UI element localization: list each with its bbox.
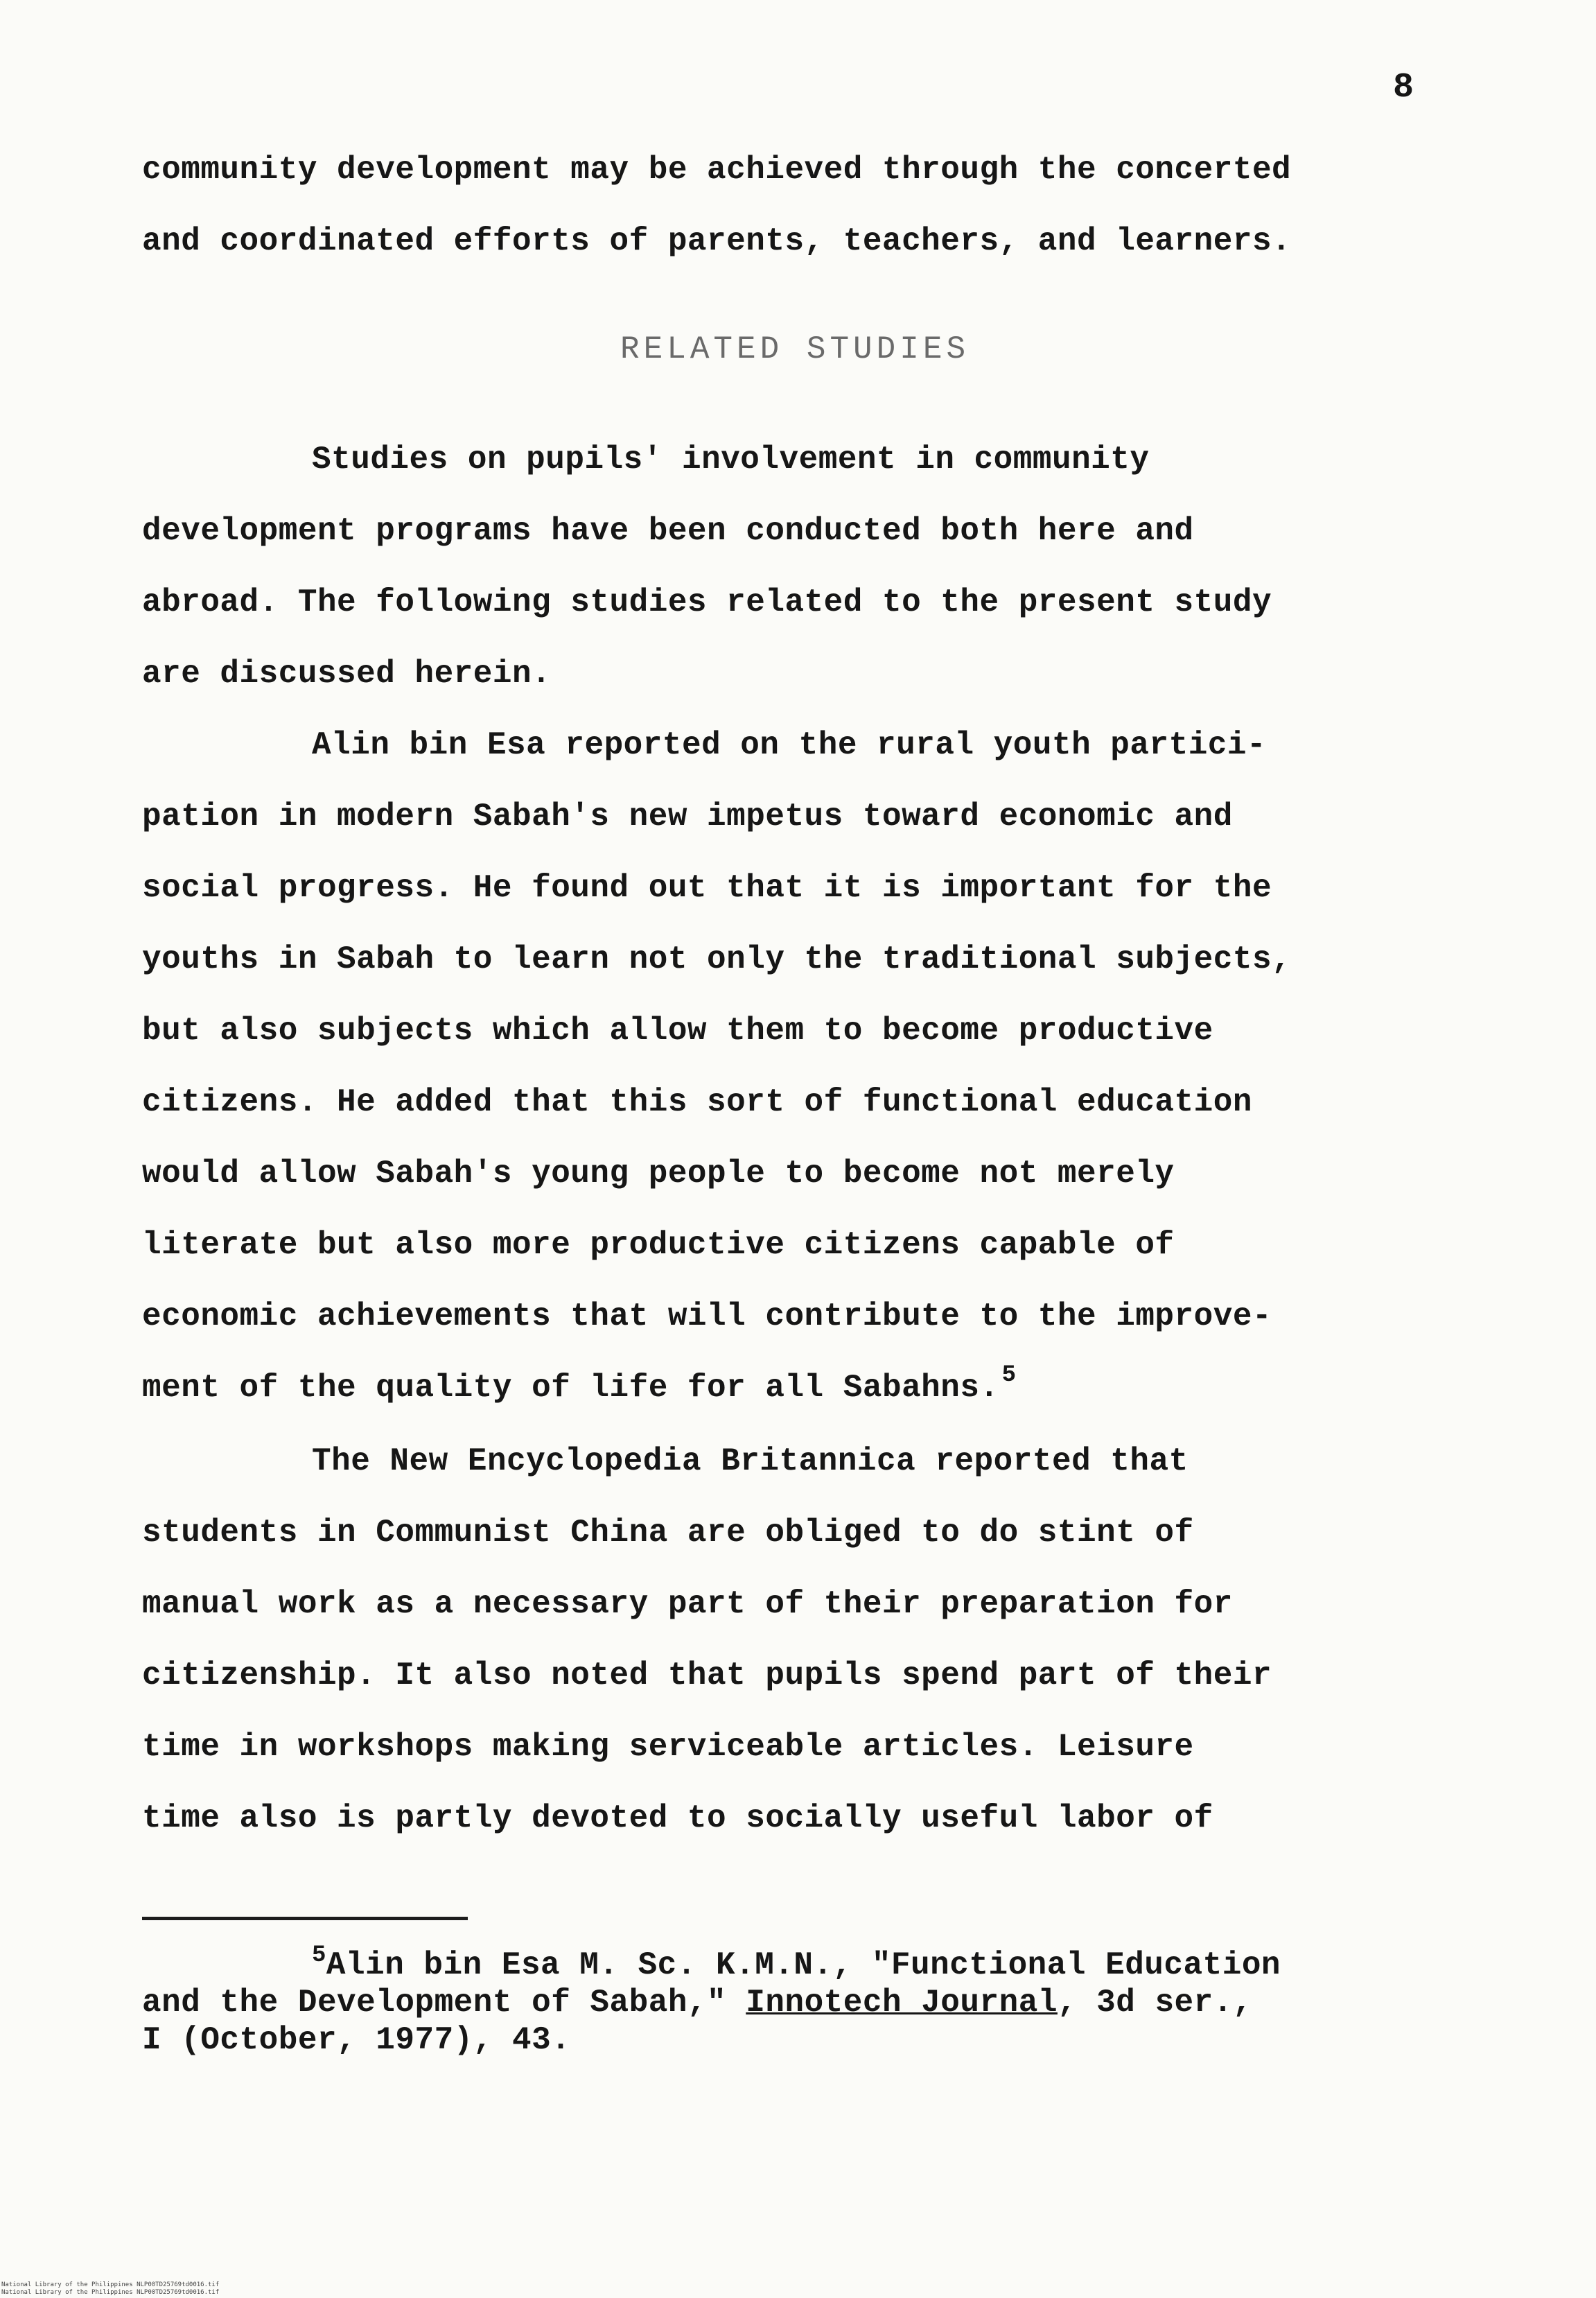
footnote-divider xyxy=(142,1917,468,1920)
text-line: literate but also more productive citizens capable of xyxy=(142,1227,1175,1263)
text-line: citizenship. It also noted that pupils spend part of their xyxy=(142,1657,1272,1694)
text-line: would allow Sabah's young people to become not merely xyxy=(142,1156,1175,1192)
text-line: economic achievements that will contribute to the improve- xyxy=(142,1298,1272,1334)
text-line xyxy=(142,1362,1017,1406)
text-line: abroad. The following studies related to the present study xyxy=(142,584,1272,620)
scan-credit: National Library of the Philippines NLP00TD25769td0016.tif xyxy=(1,2289,220,2296)
footnote-text: and the Development of Sabah," xyxy=(142,1985,746,2021)
text-line: The New Encyclopedia Britannica reported that xyxy=(312,1443,1189,1479)
footnote-reference: 5 xyxy=(1001,1362,1017,1389)
footnote-line xyxy=(312,1942,1281,1983)
text-line: youths in Sabah to learn not only the traditional subjects, xyxy=(142,941,1292,977)
text-line: students in Communist China are obliged to do stint of xyxy=(142,1515,1194,1551)
text-line: time also is partly devoted to socially useful labor of xyxy=(142,1800,1213,1836)
text-line: time in workshops making serviceable articles. Leisure xyxy=(142,1729,1194,1765)
text-line: social progress. He found out that it is important for the xyxy=(142,870,1272,906)
text-line: community development may be achieved through the concerted xyxy=(142,152,1292,188)
text-line: manual work as a necessary part of their preparation for xyxy=(142,1586,1233,1622)
footnote-text: , 3d ser., xyxy=(1057,1985,1252,2021)
text-line: Studies on pupils' involvement in community xyxy=(312,442,1150,478)
text-line-content: ment of the quality of life for all Sabahns. xyxy=(142,1370,999,1406)
section-heading: RELATED STUDIES xyxy=(620,331,970,367)
text-line: development programs have been conducted both here and xyxy=(142,513,1194,549)
scan-credit: National Library of the Philippines NLP00TD25769td0016.tif xyxy=(1,2281,220,2288)
text-line: Alin bin Esa reported on the rural youth partici- xyxy=(312,727,1267,763)
text-line: pation in modern Sabah's new impetus toward economic and xyxy=(142,799,1233,835)
footnote-text: Alin bin Esa M. Sc. K.M.N., "Functional Education xyxy=(326,1947,1281,1983)
text-line: are discussed herein. xyxy=(142,656,552,692)
footnote-marker: 5 xyxy=(312,1942,326,1969)
page-number: 8 xyxy=(1393,68,1414,107)
journal-title: Innotech Journal xyxy=(746,1985,1058,2021)
footnote-line: I (October, 1977), 43. xyxy=(142,2022,571,2058)
text-line: and coordinated efforts of parents, teachers, and learners. xyxy=(142,223,1292,259)
text-line: citizens. He added that this sort of functional education xyxy=(142,1084,1252,1120)
text-line: but also subjects which allow them to become productive xyxy=(142,1013,1213,1049)
footnote-line xyxy=(142,1987,1252,2019)
